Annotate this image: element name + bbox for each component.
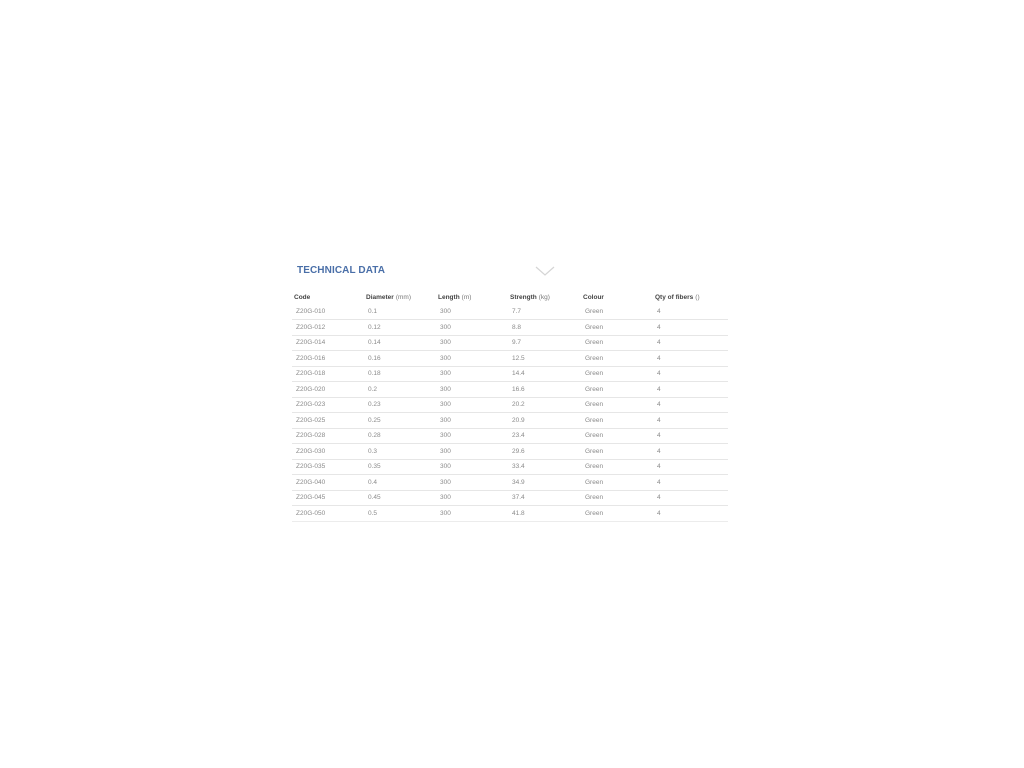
cell-colour: Green bbox=[581, 444, 653, 460]
technical-data-table bbox=[292, 290, 728, 522]
cell-strength: 14.4 bbox=[508, 366, 581, 382]
cell-length: 300 bbox=[436, 397, 508, 413]
cell-length: 300 bbox=[436, 459, 508, 475]
table-row bbox=[292, 335, 728, 351]
cell-strength: 16.6 bbox=[508, 382, 581, 398]
cell-strength: 37.4 bbox=[508, 490, 581, 506]
cell-length: 300 bbox=[436, 413, 508, 429]
cell-strength: 12.5 bbox=[508, 351, 581, 367]
header-label: Length bbox=[438, 293, 460, 301]
cell-strength: 41.8 bbox=[508, 506, 581, 522]
header-label: Qty of fibers bbox=[655, 293, 694, 301]
header-label: Colour bbox=[583, 293, 604, 301]
cell-length: 300 bbox=[436, 351, 508, 367]
cell-diameter: 0.3 bbox=[364, 444, 436, 460]
cell-diameter: 0.14 bbox=[364, 335, 436, 351]
cell-diameter: 0.25 bbox=[364, 413, 436, 429]
table-row bbox=[292, 413, 728, 429]
table-row bbox=[292, 320, 728, 336]
header-label: Code bbox=[294, 293, 311, 301]
cell-diameter: 0.28 bbox=[364, 428, 436, 444]
cell-qty-fibers: 4 bbox=[653, 397, 728, 413]
cell-code: Z20G-018 bbox=[292, 366, 364, 382]
cell-code: Z20G-010 bbox=[292, 304, 364, 320]
table-body bbox=[292, 304, 728, 521]
cell-colour: Green bbox=[581, 366, 653, 382]
cell-length: 300 bbox=[436, 335, 508, 351]
cell-colour: Green bbox=[581, 304, 653, 320]
cell-diameter: 0.5 bbox=[364, 506, 436, 522]
column-header-code bbox=[292, 290, 364, 304]
cell-diameter: 0.16 bbox=[364, 351, 436, 367]
column-header-diameter bbox=[364, 290, 436, 304]
header-label: Strength bbox=[510, 293, 537, 301]
cell-code: Z20G-040 bbox=[292, 475, 364, 491]
column-header-strength bbox=[508, 290, 581, 304]
cell-code: Z20G-025 bbox=[292, 413, 364, 429]
cell-code: Z20G-023 bbox=[292, 397, 364, 413]
cell-length: 300 bbox=[436, 475, 508, 491]
cell-diameter: 0.45 bbox=[364, 490, 436, 506]
cell-strength: 20.9 bbox=[508, 413, 581, 429]
table-header-row bbox=[292, 290, 728, 304]
table-row bbox=[292, 351, 728, 367]
cell-colour: Green bbox=[581, 320, 653, 336]
column-header-qty-fibers bbox=[653, 290, 728, 304]
cell-strength: 29.6 bbox=[508, 444, 581, 460]
cell-qty-fibers: 4 bbox=[653, 459, 728, 475]
table-row bbox=[292, 397, 728, 413]
cell-length: 300 bbox=[436, 304, 508, 320]
cell-colour: Green bbox=[581, 459, 653, 475]
table-row bbox=[292, 304, 728, 320]
cell-qty-fibers: 4 bbox=[653, 444, 728, 460]
cell-strength: 20.2 bbox=[508, 397, 581, 413]
cell-qty-fibers: 4 bbox=[653, 490, 728, 506]
cell-diameter: 0.12 bbox=[364, 320, 436, 336]
header-label: Diameter bbox=[366, 293, 394, 301]
cell-diameter: 0.18 bbox=[364, 366, 436, 382]
cell-colour: Green bbox=[581, 413, 653, 429]
cell-qty-fibers: 4 bbox=[653, 366, 728, 382]
cell-diameter: 0.1 bbox=[364, 304, 436, 320]
cell-code: Z20G-012 bbox=[292, 320, 364, 336]
cell-code: Z20G-050 bbox=[292, 506, 364, 522]
cell-diameter: 0.23 bbox=[364, 397, 436, 413]
cell-colour: Green bbox=[581, 428, 653, 444]
cell-length: 300 bbox=[436, 490, 508, 506]
cell-colour: Green bbox=[581, 335, 653, 351]
cell-length: 300 bbox=[436, 428, 508, 444]
header-unit: (kg) bbox=[538, 293, 550, 301]
cell-diameter: 0.2 bbox=[364, 382, 436, 398]
table-row bbox=[292, 428, 728, 444]
table-row bbox=[292, 366, 728, 382]
cell-qty-fibers: 4 bbox=[653, 506, 728, 522]
cell-qty-fibers: 4 bbox=[653, 382, 728, 398]
header-unit: (m) bbox=[461, 293, 472, 301]
cell-code: Z20G-020 bbox=[292, 382, 364, 398]
cell-qty-fibers: 4 bbox=[653, 413, 728, 429]
cell-qty-fibers: 4 bbox=[653, 475, 728, 491]
cell-code: Z20G-030 bbox=[292, 444, 364, 460]
cell-strength: 7.7 bbox=[508, 304, 581, 320]
table-row bbox=[292, 490, 728, 506]
cell-strength: 23.4 bbox=[508, 428, 581, 444]
cell-qty-fibers: 4 bbox=[653, 320, 728, 336]
cell-length: 300 bbox=[436, 366, 508, 382]
cell-colour: Green bbox=[581, 490, 653, 506]
column-header-length bbox=[436, 290, 508, 304]
cell-colour: Green bbox=[581, 506, 653, 522]
cell-qty-fibers: 4 bbox=[653, 335, 728, 351]
cell-diameter: 0.4 bbox=[364, 475, 436, 491]
cell-qty-fibers: 4 bbox=[653, 351, 728, 367]
cell-strength: 9.7 bbox=[508, 335, 581, 351]
cell-colour: Green bbox=[581, 475, 653, 491]
cell-length: 300 bbox=[436, 444, 508, 460]
cell-colour: Green bbox=[581, 382, 653, 398]
table-row bbox=[292, 444, 728, 460]
cell-colour: Green bbox=[581, 397, 653, 413]
table-row bbox=[292, 382, 728, 398]
cell-length: 300 bbox=[436, 320, 508, 336]
cell-code: Z20G-045 bbox=[292, 490, 364, 506]
section-title: TECHNICAL DATA bbox=[297, 265, 386, 276]
cell-length: 300 bbox=[436, 382, 508, 398]
table-row bbox=[292, 475, 728, 491]
cell-code: Z20G-028 bbox=[292, 428, 364, 444]
cell-qty-fibers: 4 bbox=[653, 304, 728, 320]
cell-colour: Green bbox=[581, 351, 653, 367]
cell-strength: 8.8 bbox=[508, 320, 581, 336]
header-unit: () bbox=[695, 293, 700, 301]
cell-strength: 34.9 bbox=[508, 475, 581, 491]
header-unit: (mm) bbox=[395, 293, 411, 301]
cell-length: 300 bbox=[436, 506, 508, 522]
cell-code: Z20G-014 bbox=[292, 335, 364, 351]
chevron-down-icon[interactable] bbox=[535, 264, 555, 276]
cell-strength: 33.4 bbox=[508, 459, 581, 475]
cell-diameter: 0.35 bbox=[364, 459, 436, 475]
table-row bbox=[292, 506, 728, 522]
cell-code: Z20G-035 bbox=[292, 459, 364, 475]
column-header-colour bbox=[581, 290, 653, 304]
cell-qty-fibers: 4 bbox=[653, 428, 728, 444]
table-row bbox=[292, 459, 728, 475]
cell-code: Z20G-016 bbox=[292, 351, 364, 367]
